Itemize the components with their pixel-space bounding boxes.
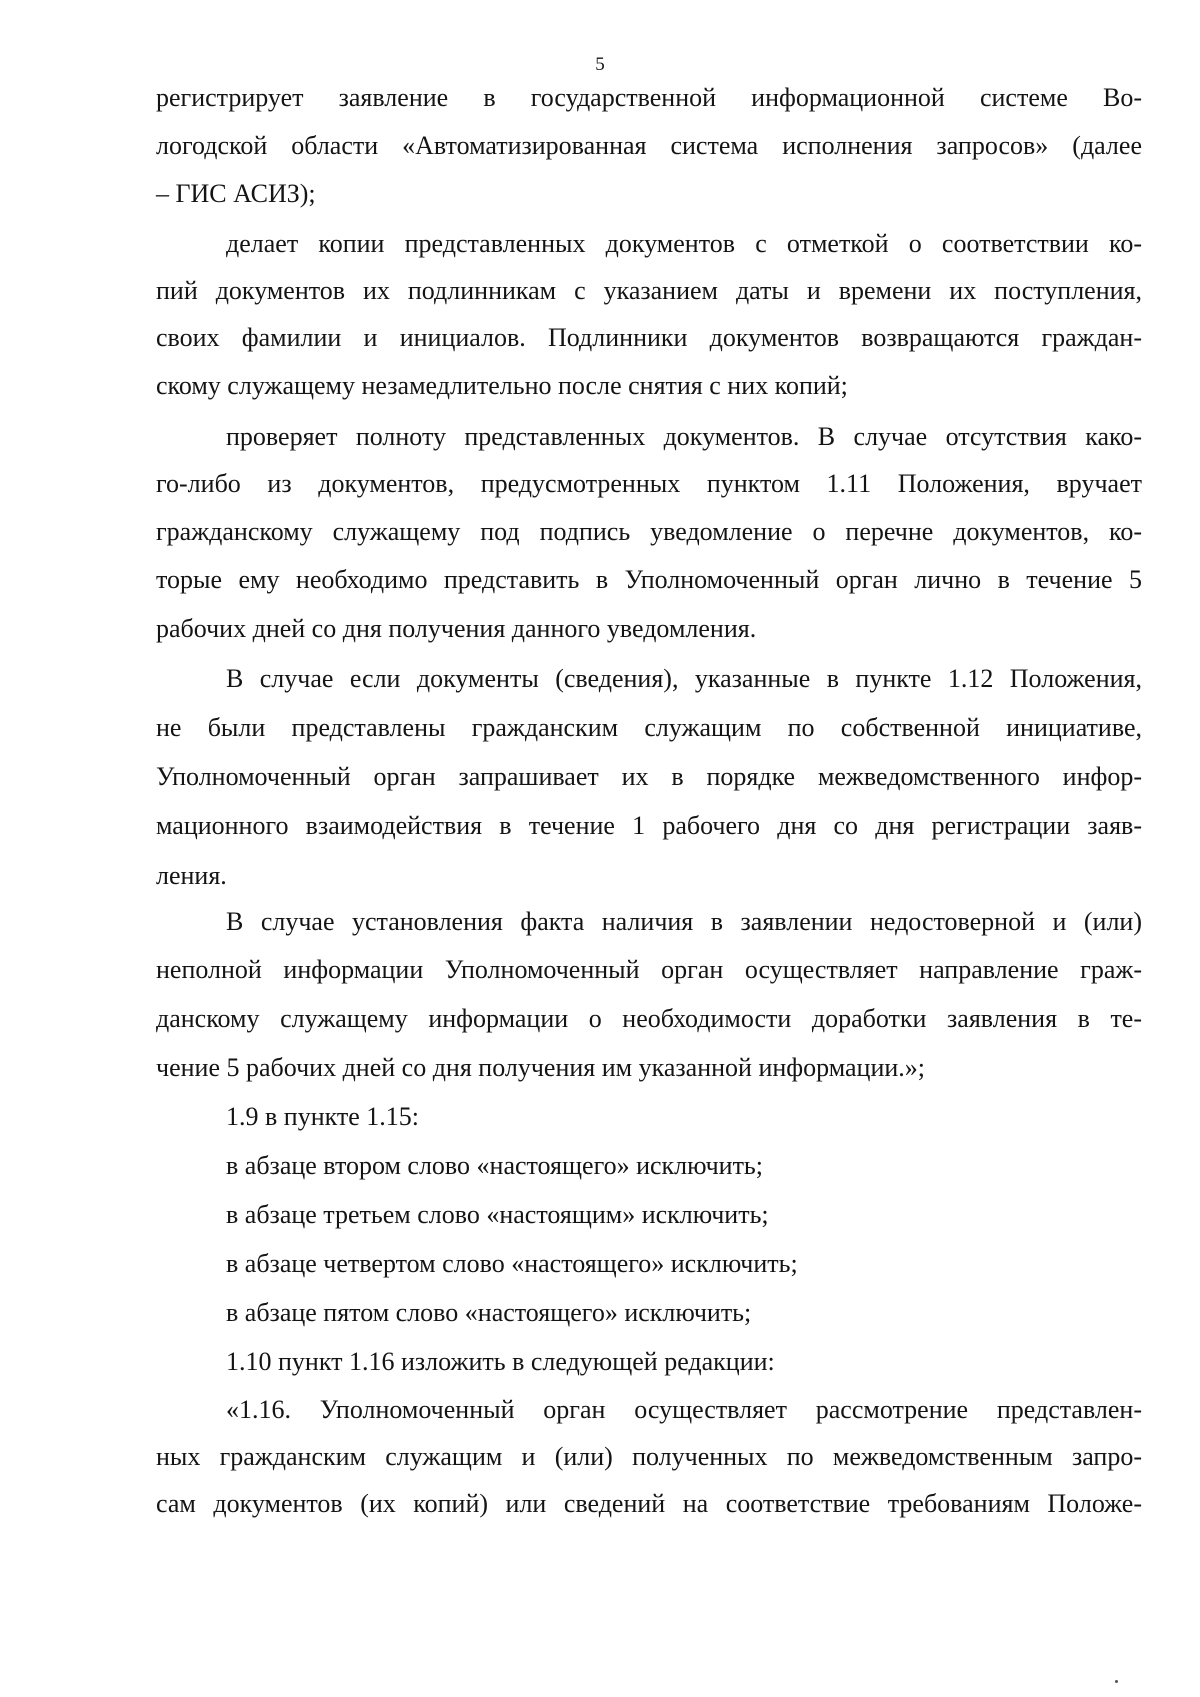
text-line: неполной информации Уполномоченный орган осуществляет направление граж- (156, 955, 1142, 984)
text-line: мационного взаимодействия в течение 1 рабочего дня со дня регистрации заяв- (156, 811, 1142, 840)
text-line: делает копии представленных документов с отметкой о соответствии ко- (226, 229, 1142, 258)
text-line: Уполномоченный орган запрашивает их в порядке межведомственного инфор- (156, 762, 1142, 791)
text-line: 1.9 в пункте 1.15: (226, 1102, 420, 1131)
text-line: 1.10 пункт 1.16 изложить в следующей редакции: (226, 1347, 775, 1376)
scan-speck (1115, 1680, 1118, 1683)
text-line: торые ему необходимо представить в Уполномоченный орган лично в течение 5 (156, 565, 1142, 594)
text-line: рабочих дней со дня получения данного уведомления. (156, 614, 757, 643)
text-line: пий документов их подлинникам с указанием даты и времени их поступления, (156, 276, 1142, 305)
text-line: гражданскому служащему под подпись уведомление о перечне документов, ко- (156, 517, 1142, 546)
text-line: ления. (156, 861, 227, 890)
text-line: в абзаце втором слово «настоящего» исключить; (226, 1151, 764, 1180)
text-line: регистрирует заявление в государственной информационной системе Во- (156, 83, 1142, 112)
text-line: В случае если документы (сведения), указанные в пункте 1.12 Положения, (226, 664, 1142, 693)
text-line: сам документов (их копий) или сведений на соответствие требованиям Положе- (156, 1489, 1142, 1518)
text-line: В случае установления факта наличия в заявлении недостоверной и (или) (226, 907, 1142, 936)
text-line: не были представлены гражданским служащим по собственной инициативе, (156, 713, 1142, 742)
text-line: скому служащему незамедлительно после снятия с них копий; (156, 371, 848, 400)
page-number: 5 (595, 54, 605, 75)
text-line: – ГИС АСИЗ); (156, 179, 316, 208)
text-line: логодской области «Автоматизированная система исполнения запросов» (далее (156, 131, 1142, 160)
text-line: чение 5 рабочих дней со дня получения им указанной информации.»; (156, 1053, 926, 1082)
text-line: го-либо из документов, предусмотренных пунктом 1.11 Положения, вручает (156, 469, 1142, 498)
text-line: в абзаце третьем слово «настоящим» исключить; (226, 1200, 769, 1229)
text-line: «1.16. Уполномоченный орган осуществляет рассмотрение представлен- (226, 1395, 1142, 1424)
text-line: данскому служащему информации о необходимости доработки заявления в те- (156, 1004, 1142, 1033)
text-line: в абзаце пятом слово «настоящего» исключить; (226, 1298, 752, 1327)
text-line: в абзаце четвертом слово «настоящего» исключить; (226, 1249, 798, 1278)
text-line: своих фамилии и инициалов. Подлинники документов возвращаются граждан- (156, 323, 1142, 352)
text-line: ных гражданским служащим и (или) полученных по межведомственным запро- (156, 1442, 1142, 1471)
text-line: проверяет полноту представленных документов. В случае отсутствия како- (226, 422, 1142, 451)
